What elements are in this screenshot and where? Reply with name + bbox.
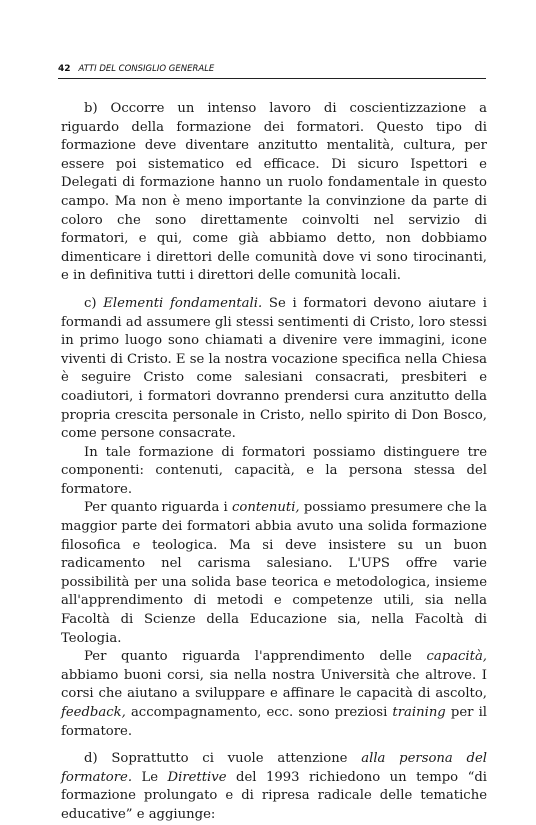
capacity-text-d: per il formatore. — [61, 705, 488, 739]
feedback-emphasis: feedback, — [61, 705, 126, 720]
paragraph-c-prefix: c) — [84, 295, 104, 311]
d-text-a: d) Soprattutto ci vuole attenzione — [84, 751, 362, 767]
paragraph-capacity — [61, 648, 487, 741]
training-emphasis: training — [392, 705, 446, 720]
d-text-c: del 1993 richiedono un tempo “di formazione prolungato e di ripresa radicale delle tematiche educative” e aggiunge: — [61, 769, 487, 822]
paragraph-components: In tale formazione di formatori possiamo distinguere tre componenti: contenuti, capacità, e la persona stessa del formatore. — [61, 444, 487, 497]
running-title: ATTI DEL CONSIGLIO GENERALE — [78, 64, 215, 74]
capacity-text-c: accompagnamento, ecc. sono preziosi — [125, 705, 393, 720]
contents-text-b: possiamo presumere che la maggior parte dei formatori abbia avuto una solida formazione filosofica e teologica. Ma si deve insistere su un buon radicamento nel carisma salesiano. L'UPS offre varie possibilità per una solida base teorica e metodologica, insieme all'apprendimento di metodi e competenze utili, sia nella Facoltà di Scienze della Educazione sia, nella Facoltà di Teologia. — [61, 500, 487, 646]
page-number: 42 — [58, 64, 71, 74]
contents-text-a: Per quanto riguarda i — [84, 500, 232, 516]
direttive-emphasis: Direttive — [167, 769, 227, 785]
contents-emphasis: contenuti, — [232, 500, 300, 516]
paragraph-d — [61, 750, 487, 824]
capacity-text-b: abbiamo buoni corsi, sia nella nostra Università che altrove. I corsi che aiutano a sviluppare e affinare le capacità di ascolto, — [61, 667, 487, 702]
paragraph-c-text: Se i formatori devono aiutare i formandi ad assumere gli stessi sentimenti di Cristo, loro stessi in primo luogo sono chiamati a divenire vere immagini, icone viventi di Cristo. E se la nostra vocazione specifica nella Chiesa è seguire Cristo come salesiani consacrati, presbiteri e coadiutori, i formatori dovranno prendersi cura anzitutto della propria crescita personale in Cristo, nello spirito di Don Bosco, come persone consacrate. — [61, 295, 487, 442]
capacity-text-a: Per quanto riguarda l'apprendimento delle — [84, 649, 427, 665]
running-header — [58, 64, 486, 74]
paragraph-c-heading: Elementi fondamentali. — [103, 295, 263, 311]
paragraph-contents — [61, 499, 487, 648]
paragraph-c — [61, 295, 487, 444]
header-rule — [58, 78, 486, 79]
capacity-emphasis: capacità, — [426, 649, 487, 665]
d-text-b: Le — [132, 769, 168, 785]
body-text — [61, 100, 487, 825]
paragraph-b: b) Occorre un intenso lavoro di coscientizzazione a riguardo della formazione dei formatori. Questo tipo di formazione deve diventare anzitutto mentalità, cultura, per essere poi sistematico ed efficace. Di sicuro Ispettori e Delegati di formazione hanno un ruolo fondamentale in questo campo. Ma non è meno importante la convinzione da parte di coloro che sono direttamente coinvolti nel servizio di formatori, e qui, come già abbiamo detto, non dobbiamo dimenticare i direttori delle comunità dove vi sono tirocinanti, e in definitiva tutti i direttori delle comunità locali. — [61, 101, 487, 284]
d-emphasis: alla persona del formatore. — [61, 751, 487, 785]
